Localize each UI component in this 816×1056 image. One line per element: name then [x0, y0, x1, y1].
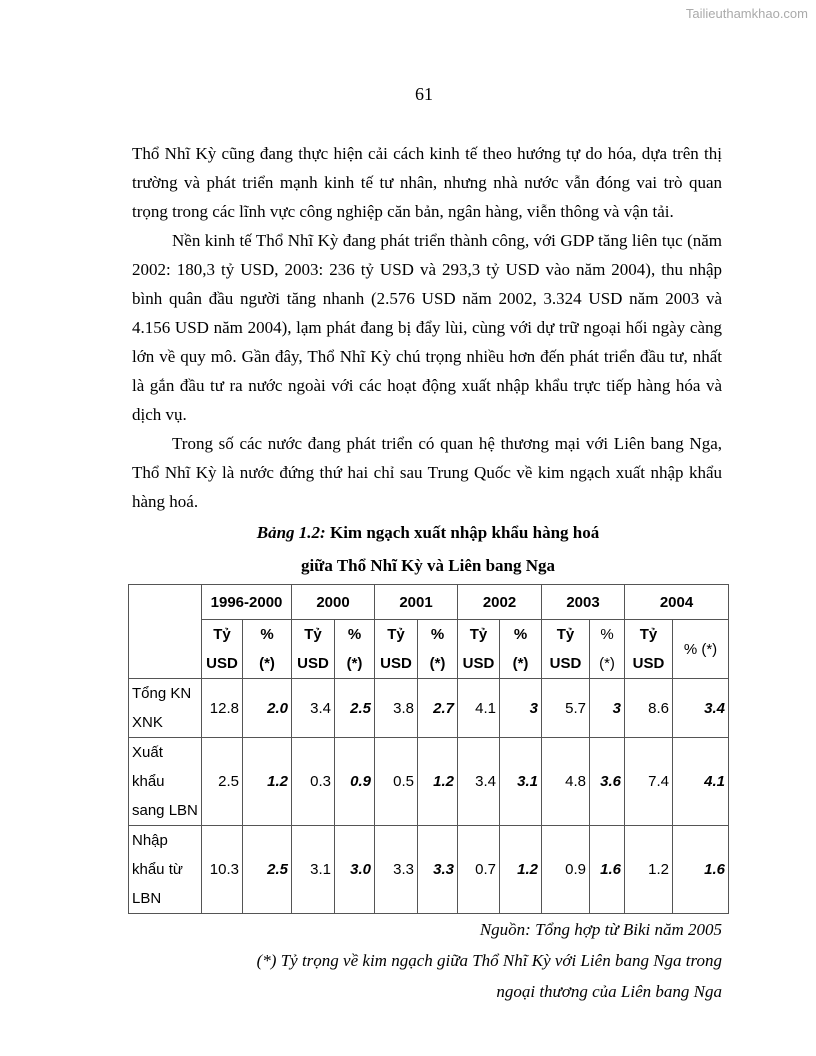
- unit-header-usd: [625, 620, 673, 679]
- value-cell: 4.8: [542, 738, 590, 826]
- unit-text: %: [513, 626, 528, 643]
- unit-text: Tỷ: [213, 626, 231, 643]
- paragraph: Thổ Nhĩ Kỳ cũng đang thực hiện cải cách kinh tế theo hướng tự do hóa, dựa trên thị trường và phát triển mạnh kinh tế tư nhân, nhưng nhà nước vẫn đóng vai trò quan trọng trong các lĩnh vực công nghiệp căn bản, ngân hàng, viễn thông và vận tải.: [132, 144, 722, 221]
- page-content: [128, 139, 728, 1007]
- row-label-text: Nhập: [132, 832, 168, 849]
- year-header: 2004: [625, 585, 729, 620]
- percent-cell: 3: [500, 679, 542, 738]
- unit-header-pct: [590, 620, 625, 679]
- unit-text: USD: [206, 655, 238, 672]
- percent-cell: 3.3: [418, 826, 458, 914]
- percent-cell: 3.0: [335, 826, 375, 914]
- caption-title: Kim ngạch xuất nhập khẩu hàng hoá: [325, 523, 600, 542]
- value-cell: 7.4: [625, 738, 673, 826]
- paragraph: Trong số các nước đang phát triển có quan hệ thương mại với Liên bang Nga, Thổ Nhĩ Kỳ là nước đứng thứ hai chỉ sau Trung Quốc về kim ngạch xuất nhập khẩu hàng hoá.: [132, 434, 722, 511]
- row-label-text: khẩu từ: [132, 861, 183, 878]
- unit-text: Tỷ: [304, 626, 322, 643]
- unit-text: (*): [259, 655, 275, 672]
- value-cell: 0.5: [375, 738, 418, 826]
- value-cell: 3.4: [292, 679, 335, 738]
- unit-header-pct: [335, 620, 375, 679]
- unit-text: Tỷ: [639, 626, 658, 643]
- unit-text: USD: [632, 655, 665, 672]
- caption-label: Bảng 1.2:: [256, 523, 326, 542]
- trade-table: [128, 584, 729, 914]
- unit-header-pct: [243, 620, 292, 679]
- percent-cell: 2.5: [243, 826, 292, 914]
- value-cell: 0.3: [292, 738, 335, 826]
- unit-header-pct: [673, 620, 729, 679]
- value-cell: 10.3: [202, 826, 243, 914]
- percent-cell: 2.7: [418, 679, 458, 738]
- percent-cell: 3.1: [500, 738, 542, 826]
- unit-header-usd: [202, 620, 243, 679]
- unit-text: % (*): [599, 626, 615, 672]
- row-label: [129, 826, 202, 914]
- paragraph: Nền kinh tế Thổ Nhĩ Kỳ đang phát triển thành công, với GDP tăng liên tục (năm 2002: 180,3 tỷ USD, 2003: 236 tỷ USD và 293,3 tỷ USD vào năm 2004), thu nhập bình quân đầu người tăng nhanh (2.576 USD năm 2002, 3.324 USD năm 2003 và 4.156 USD năm 2004), lạm phát đang bị đẩy lùi, cùng với dự trữ ngoại hối ngày càng lớn về quy mô. Gần đây, Thổ Nhĩ Kỳ chú trọng nhiều hơn đến phát triển đầu tư, nhất là gắn đầu tư ra nước ngoài với các hoạt động xuất nhập khẩu trực tiếp hàng hóa và dịch vụ.: [132, 231, 722, 424]
- header-empty: [129, 585, 202, 679]
- unit-text: % (*): [683, 640, 718, 658]
- unit-text: %: [260, 626, 274, 643]
- unit-text: (*): [346, 655, 363, 672]
- unit-header-usd: [375, 620, 418, 679]
- unit-header-pct: [500, 620, 542, 679]
- watermark: Tailieuthamkhao.com: [685, 6, 808, 21]
- unit-header-usd: [292, 620, 335, 679]
- year-header: 2002: [458, 585, 542, 620]
- percent-cell: 2.0: [243, 679, 292, 738]
- unit-header-usd: [542, 620, 590, 679]
- unit-text: USD: [549, 655, 582, 672]
- table-row: [129, 826, 729, 914]
- page-number: 61: [415, 84, 433, 104]
- value-cell: 2.5: [202, 738, 243, 826]
- value-cell: 3.8: [375, 679, 418, 738]
- value-cell: 3.4: [458, 738, 500, 826]
- value-cell: 3.3: [375, 826, 418, 914]
- row-label: [129, 679, 202, 738]
- percent-cell: 1.2: [418, 738, 458, 826]
- value-cell: 0.9: [542, 826, 590, 914]
- percent-cell: 3: [590, 679, 625, 738]
- percent-cell: 2.5: [335, 679, 375, 738]
- row-label-text: Tổng KN: [132, 685, 192, 702]
- year-header: 2000: [292, 585, 375, 620]
- percent-cell: 1.6: [673, 826, 729, 914]
- footnote-line2: ngoại thương của Liên bang Nga: [496, 982, 722, 1001]
- row-label-text: LBN: [132, 890, 162, 907]
- percent-cell: 0.9: [335, 738, 375, 826]
- unit-text: USD: [380, 655, 412, 672]
- percent-cell: 1.2: [243, 738, 292, 826]
- unit-text: %: [347, 626, 362, 643]
- percent-cell: 3.6: [590, 738, 625, 826]
- table-caption: [128, 516, 728, 549]
- year-header: 2001: [375, 585, 458, 620]
- unit-text: Tỷ: [469, 626, 488, 643]
- table-row: [129, 738, 729, 826]
- percent-cell: 3.4: [673, 679, 729, 738]
- source-note: Nguồn: Tổng hợp từ Biki năm 2005: [479, 920, 722, 939]
- unit-header-pct: [418, 620, 458, 679]
- footnote: (*) Tỷ trọng về kim ngạch giữa Thổ Nhĩ Kỳ với Liên bang Nga trong: [256, 951, 722, 970]
- row-label: [129, 738, 202, 826]
- unit-header-usd: [458, 620, 500, 679]
- value-cell: 3.1: [292, 826, 335, 914]
- value-cell: 12.8: [202, 679, 243, 738]
- unit-text: USD: [462, 655, 495, 672]
- unit-text: Tỷ: [387, 626, 405, 643]
- unit-text: (*): [512, 655, 529, 672]
- table-row: [129, 679, 729, 738]
- value-cell: 1.2: [625, 826, 673, 914]
- percent-cell: 4.1: [673, 738, 729, 826]
- percent-cell: 1.2: [500, 826, 542, 914]
- row-label-text: sang LBN: [132, 802, 198, 819]
- value-cell: 4.1: [458, 679, 500, 738]
- percent-cell: 1.6: [590, 826, 625, 914]
- value-cell: 0.7: [458, 826, 500, 914]
- unit-text: USD: [297, 655, 329, 672]
- unit-text: %: [430, 626, 445, 643]
- year-header: 1996-2000: [202, 585, 292, 620]
- value-cell: 8.6: [625, 679, 673, 738]
- row-label-text: XNK: [132, 714, 163, 731]
- body-text: [132, 139, 722, 516]
- year-header: 2003: [542, 585, 625, 620]
- row-label-text: Xuất khẩu: [132, 744, 165, 790]
- unit-text: Tỷ: [556, 626, 575, 643]
- table-caption-line2: giữa Thổ Nhĩ Kỳ và Liên bang Nga: [300, 556, 556, 575]
- value-cell: 5.7: [542, 679, 590, 738]
- unit-text: (*): [429, 655, 446, 672]
